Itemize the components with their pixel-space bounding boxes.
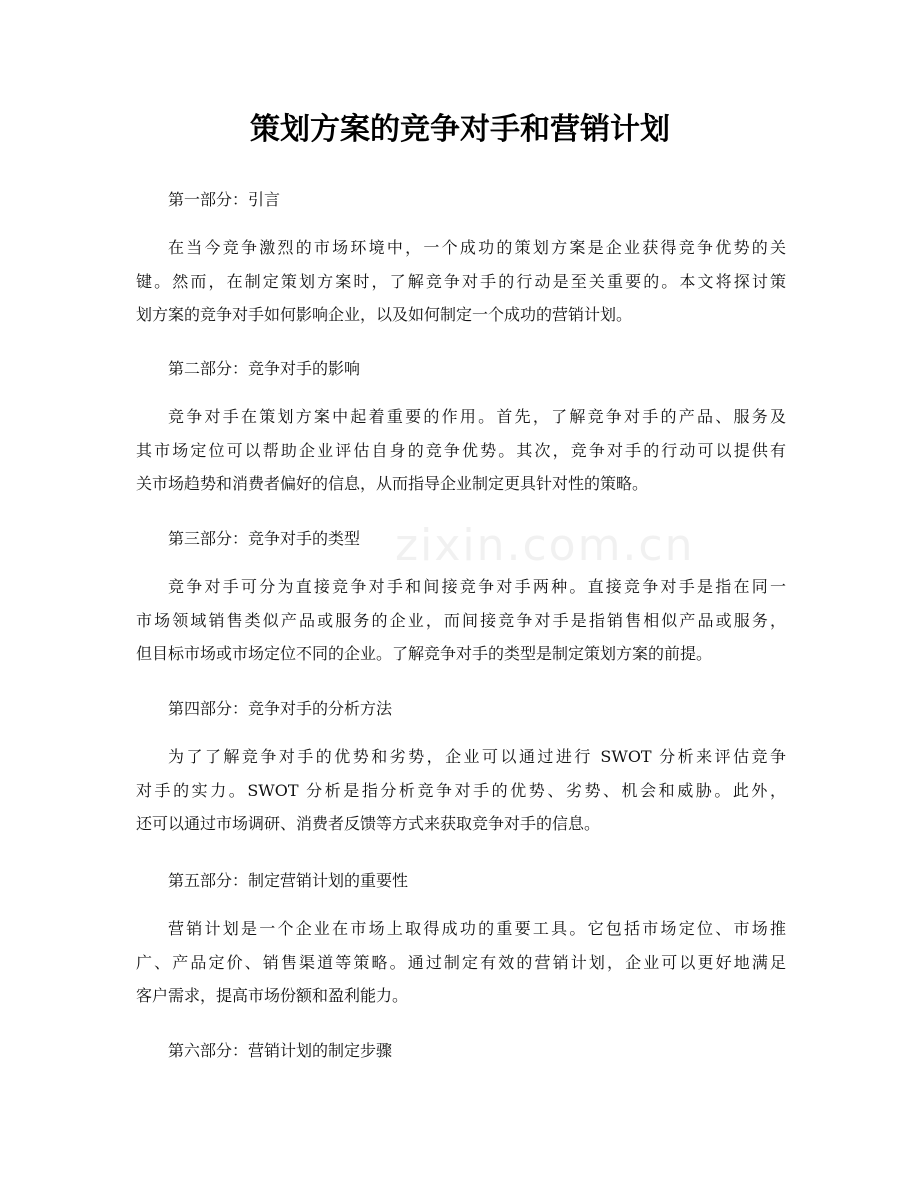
paragraph-line: 关市场趋势和消费者偏好的信息，从而指导企业制定更具针对性的策略。 <box>136 474 649 493</box>
paragraph-line: 划方案的竞争对手如何影响企业，以及如何制定一个成功的营销计划。 <box>136 305 633 324</box>
paragraph-line: 对手的实力。SWOT 分析是指分析竞争对手的优势、劣势、机会和威胁。此外， <box>136 780 786 800</box>
section-3-paragraph <box>136 570 786 671</box>
section-5-heading: 第五部分：制定营销计划的重要性 <box>168 871 409 890</box>
paragraph-line: 客户需求，提高市场份额和盈利能力。 <box>136 986 409 1005</box>
paragraph-line: 键。然而，在制定策划方案时，了解竞争对手的行动是至关重要的。本文将探讨策 <box>136 271 786 291</box>
paragraph-line: 竞争对手在策划方案中起着重要的作用。首先，了解竞争对手的产品、服务及 <box>168 407 786 426</box>
document-title: 策划方案的竞争对手和营销计划 <box>250 112 670 147</box>
paragraph-line: 其市场定位可以帮助企业评估自身的竞争优势。其次，竞争对手的行动可以提供有 <box>136 440 786 460</box>
paragraph-line: 竞争对手可分为直接竞争对手和间接竞争对手两种。直接竞争对手是指在同一 <box>168 577 786 596</box>
section-4-paragraph <box>136 740 786 841</box>
section-1-heading: 第一部分：引言 <box>168 190 281 209</box>
section-5-paragraph <box>136 912 786 1013</box>
section-2-paragraph <box>136 400 786 501</box>
section-3-heading: 第三部分：竞争对手的类型 <box>168 529 361 548</box>
section-6-heading: 第六部分：营销计划的制定步骤 <box>168 1041 393 1060</box>
watermark: zixin.com.cn <box>395 520 695 571</box>
section-2-heading: 第二部分：竞争对手的影响 <box>168 359 361 378</box>
paragraph-line: 为了了解竞争对手的优势和劣势，企业可以通过进行 SWOT 分析来评估竞争 <box>168 747 786 766</box>
section-4-heading: 第四部分：竞争对手的分析方法 <box>168 699 393 718</box>
paragraph-line: 还可以通过市场调研、消费者反馈等方式来获取竞争对手的信息。 <box>136 814 601 833</box>
section-1-paragraph <box>136 231 786 332</box>
paragraph-line: 营销计划是一个企业在市场上取得成功的重要工具。它包括市场定位、市场推 <box>168 919 786 938</box>
paragraph-line: 广、产品定价、销售渠道等策略。通过制定有效的营销计划，企业可以更好地满足 <box>136 952 786 972</box>
paragraph-line: 市场领域销售类似产品或服务的企业，而间接竞争对手是指销售相似产品或服务， <box>136 610 786 630</box>
paragraph-line: 但目标市场或市场定位不同的企业。了解竞争对手的类型是制定策划方案的前提。 <box>136 644 713 663</box>
paragraph-line: 在当今竞争激烈的市场环境中，一个成功的策划方案是企业获得竞争优势的关 <box>168 238 786 257</box>
